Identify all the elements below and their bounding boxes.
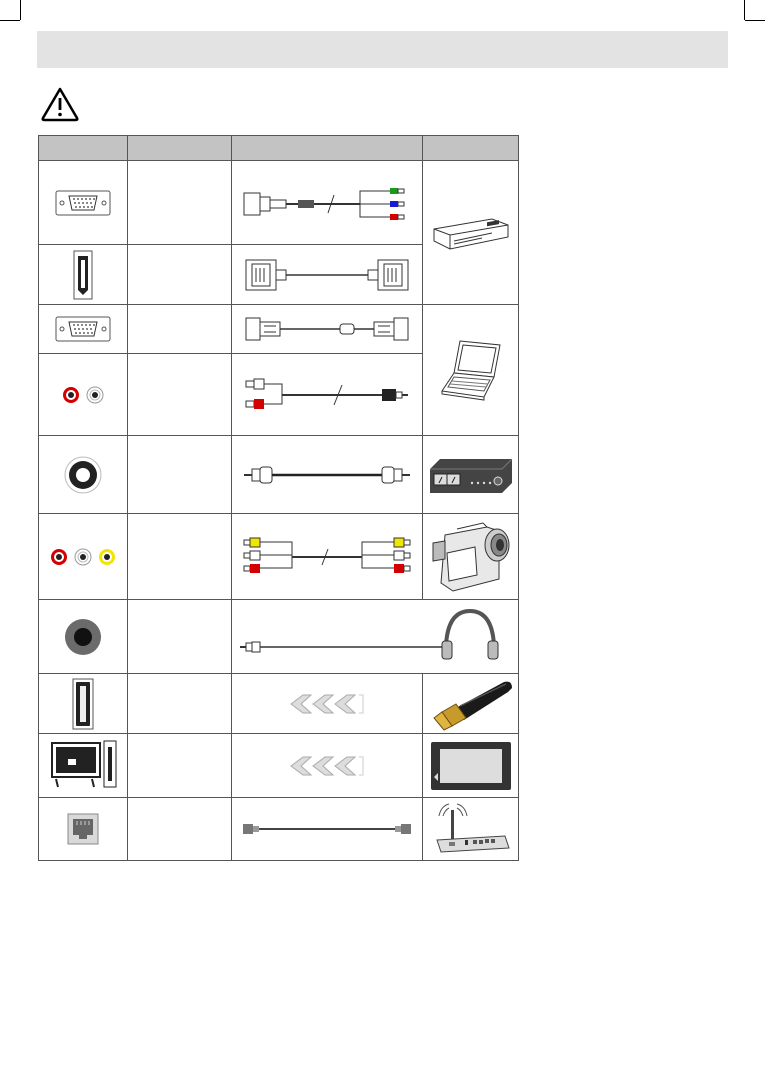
- section-banner: [37, 31, 728, 68]
- laptop-icon: [438, 337, 504, 403]
- cable-cell: [232, 798, 423, 861]
- ci-cam-module-icon: [430, 741, 512, 791]
- port-cell: [39, 600, 128, 674]
- port-cell: [39, 161, 128, 245]
- device-cell: [423, 798, 519, 861]
- camcorder-icon: [427, 519, 515, 595]
- header-cell: [423, 136, 519, 161]
- header-cell: [39, 136, 128, 161]
- connection-name: [128, 514, 232, 600]
- port-cell: [39, 514, 128, 600]
- cable-cell: [232, 354, 423, 436]
- table-row: [39, 734, 519, 798]
- port-cell: [39, 436, 128, 514]
- cable-cell: [232, 436, 423, 514]
- crop-mark-side: [744, 0, 745, 20]
- header-cell: [232, 136, 423, 161]
- headphone-port-icon: [63, 617, 103, 657]
- connection-name: [128, 245, 232, 305]
- connection-name: [128, 161, 232, 245]
- cable-cell: [232, 674, 423, 734]
- port-cell: [39, 354, 128, 436]
- crop-mark-top: [0, 20, 20, 21]
- table-row: [39, 674, 519, 734]
- device-cell: [423, 305, 519, 436]
- vga-port-icon: [55, 190, 111, 216]
- lan-cable-icon: [241, 821, 413, 837]
- vga-to-component-cable-icon: [242, 183, 412, 223]
- router-icon: [431, 802, 511, 856]
- port-cell: [39, 245, 128, 305]
- cable-cell: [232, 161, 423, 245]
- cable-cell: [232, 734, 423, 798]
- connections-table: [38, 135, 519, 861]
- connection-name: [128, 798, 232, 861]
- spdif-port-icon: [63, 455, 103, 495]
- crop-mark-side: [20, 0, 21, 20]
- spdif-cable-icon: [242, 463, 412, 487]
- audio-in-port-icon: [58, 380, 108, 410]
- connection-name: [128, 734, 232, 798]
- device-cell: [423, 514, 519, 600]
- connection-name: [128, 305, 232, 354]
- device-cell: [423, 734, 519, 798]
- vga-cable-icon: [242, 314, 412, 344]
- vga-port-icon: [55, 316, 111, 342]
- insert-arrows-icon: [289, 693, 365, 715]
- amplifier-icon: [428, 455, 514, 495]
- port-cell: [39, 734, 128, 798]
- cable-cell: [232, 245, 423, 305]
- hdmi-cable-icon: [242, 254, 412, 296]
- table-row: [39, 514, 519, 600]
- av-cable-icon: [242, 537, 412, 577]
- table-row: [39, 600, 519, 674]
- warning-icon: [40, 86, 80, 122]
- connection-name: [128, 600, 232, 674]
- ci-slot-icon: [48, 739, 118, 793]
- port-cell: [39, 674, 128, 734]
- ethernet-port-icon: [67, 813, 99, 845]
- insert-arrows-icon: [289, 755, 365, 777]
- hdmi-port-icon: [73, 250, 93, 300]
- table-row: [39, 305, 519, 354]
- table-row: [39, 798, 519, 861]
- av-port-icon: [48, 542, 118, 572]
- connection-name: [128, 354, 232, 436]
- header-cell: [128, 136, 232, 161]
- crop-mark-top: [745, 20, 765, 21]
- connection-name: [128, 436, 232, 514]
- connection-name: [128, 674, 232, 734]
- headphone-cable-icon: [238, 607, 512, 667]
- table-row: [39, 436, 519, 514]
- device-cell: [423, 436, 519, 514]
- port-cell: [39, 305, 128, 354]
- device-cell: [423, 674, 519, 734]
- port-cell: [39, 798, 128, 861]
- table-header-row: [39, 136, 519, 161]
- usb-port-icon: [72, 678, 94, 730]
- cable-cell: [232, 600, 519, 674]
- table-row: [39, 161, 519, 245]
- dvd-recorder-icon: [432, 215, 510, 251]
- usb-stick-icon: [428, 678, 514, 730]
- pc-audio-cable-icon: [242, 375, 412, 415]
- cable-cell: [232, 305, 423, 354]
- cable-cell: [232, 514, 423, 600]
- device-cell: [423, 161, 519, 305]
